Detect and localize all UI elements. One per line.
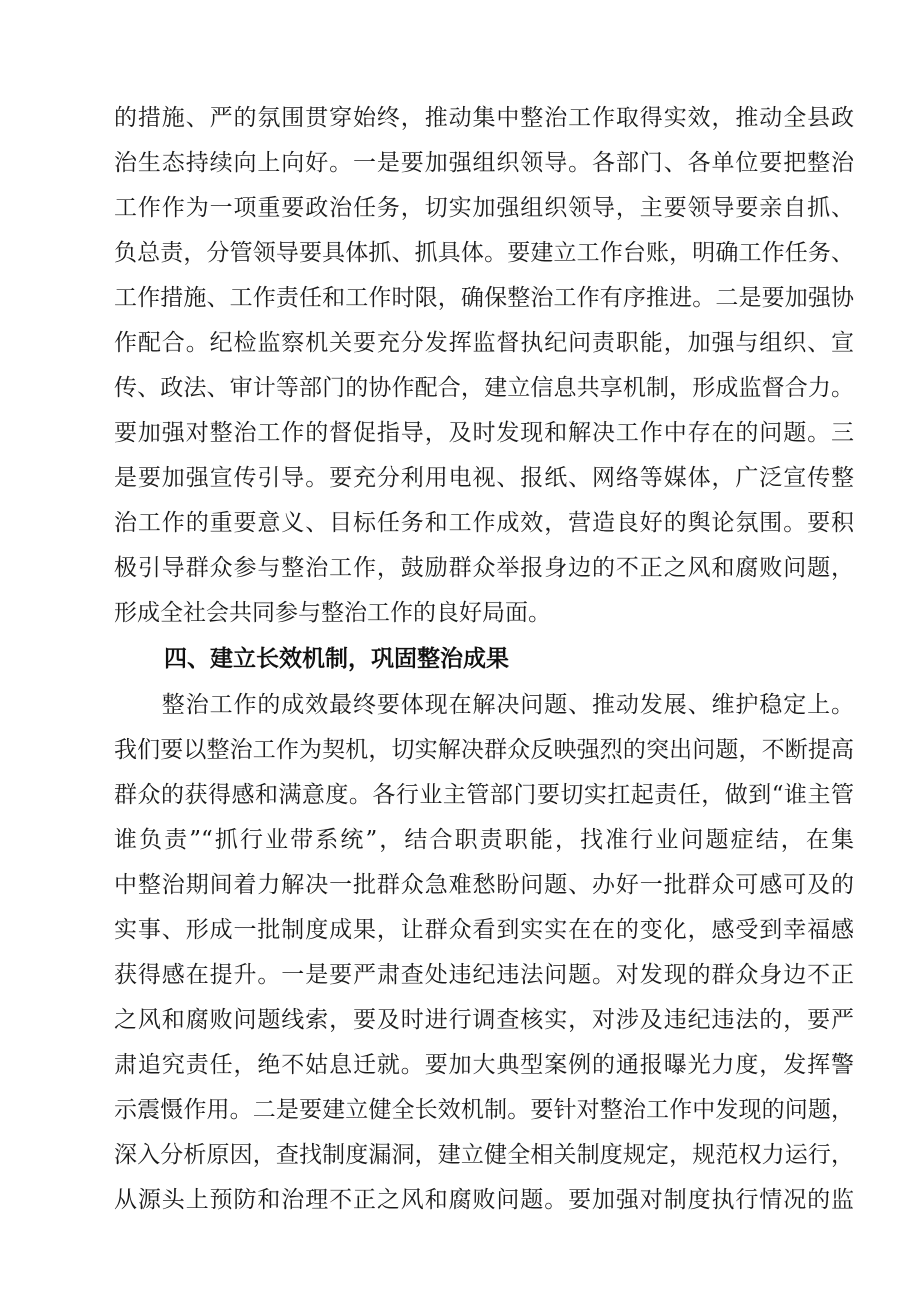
text-line: 从源头上预防和治理不正之风和腐败问题。要加强对制度执行情况的监 [114, 1187, 854, 1213]
document-body [114, 96, 854, 1223]
text-line: 极引导群众参与整治工作，鼓励群众举报身边的不正之风和腐败问题， [114, 555, 854, 581]
text-line: 我们要以整治工作为契机，切实解决群众反映强烈的突出问题，不断提高 [114, 737, 854, 763]
text-line: 谁负责”“抓行业带系统”，结合职责职能，找准行业问题症结，在集 [114, 827, 854, 853]
text-line: 传、政法、审计等部门的协作配合，建立信息共享机制，形成监督合力。 [114, 375, 854, 401]
text-line: 示震慑作用。二是要建立健全长效机制。要针对整治工作中发现的问题， [114, 1097, 854, 1123]
text-line: 作配合。纪检监察机关要充分发挥监督执纪问责职能，加强与组织、宣 [114, 330, 854, 356]
text-line: 获得感在提升。一是要严肃查处违纪违法问题。对发现的群众身边不正 [114, 962, 854, 988]
text-line: 要加强对整治工作的督促指导，及时发现和解决工作中存在的问题。三 [114, 420, 854, 446]
text-line: 工作作为一项重要政治任务，切实加强组织领导，主要领导要亲自抓、 [114, 195, 854, 221]
text-line: 是要加强宣传引导。要充分利用电视、报纸、网络等媒体，广泛宣传整 [114, 465, 854, 491]
text-line: 工作措施、工作责任和工作时限，确保整治工作有序推进。二是要加强协 [114, 285, 854, 311]
text-line: 深入分析原因，查找制度漏洞，建立健全相关制度规定，规范权力运行， [114, 1142, 854, 1168]
text-line: 的措施、严的氛围贯穿始终，推动集中整治工作取得实效，推动全县政 [114, 105, 854, 131]
text-line: 肃追究责任，绝不姑息迁就。要加大典型案例的通报曝光力度，发挥警 [114, 1052, 854, 1078]
section-heading: 四、建立长效机制，巩固整治成果 [164, 646, 509, 672]
text-line: 群众的获得感和满意度。各行业主管部门要切实扛起责任，做到“谁主管 [114, 782, 854, 808]
text-line: 实事、形成一批制度成果，让群众看到实实在在的变化，感受到幸福感 [114, 917, 854, 943]
text-line: 整治工作的成效最终要体现在解决问题、推动发展、维护稳定上。 [114, 692, 854, 718]
text-line: 形成全社会共同参与整治工作的良好局面。 [114, 600, 551, 626]
text-line: 治工作的重要意义、目标任务和工作成效，营造良好的舆论氛围。要积 [114, 510, 854, 536]
text-line: 中整治期间着力解决一批群众急难愁盼问题、办好一批群众可感可及的 [114, 872, 854, 898]
text-line: 之风和腐败问题线索，要及时进行调查核实，对涉及违纪违法的，要严 [114, 1007, 854, 1033]
paragraph-1 [114, 96, 854, 636]
paragraph-2 [114, 683, 854, 1223]
text-line: 治生态持续向上向好。一是要加强组织领导。各部门、各单位要把整治 [114, 150, 854, 176]
text-line: 负总责，分管领导要具体抓、抓具体。要建立工作台账，明确工作任务、 [114, 240, 854, 266]
